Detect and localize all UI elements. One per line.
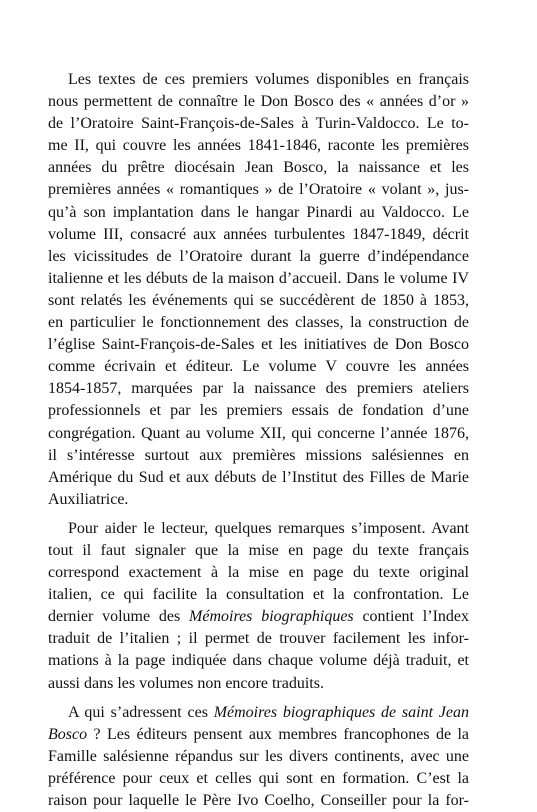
text-line: 1854-1857, marquées par la naissance des premiers ateliers	[48, 380, 469, 398]
paragraph-gap	[48, 695, 469, 702]
text-line: congrégation. Quant au volume XII, qui concerne l’année 1876,	[48, 424, 469, 442]
text-line-with-title	[48, 702, 469, 724]
text-line: qu’à son implantation dans le hangar Pinardi au Valdocco. Le	[48, 203, 469, 221]
text-line: correspond exactement à la mise en page du texte original	[48, 564, 469, 582]
text-line: de l’Oratoire Saint-François-de-Sales à Turin-Valdocco. Le to-	[48, 115, 469, 133]
book-title: Mémoires biographiques	[189, 608, 354, 626]
text-line: les vicissitudes de l’Oratoire durant la guerre d’indépendance	[48, 247, 469, 265]
text-line: Les textes de ces premiers volumes disponibles en français	[68, 71, 469, 88]
text-line: il s’intéresse surtout aux premières missions salésiennes en	[48, 446, 469, 464]
line-lead-text: A qui s’adressent ces	[68, 703, 214, 721]
text-line: italienne et les débuts de la maison d’accueil. Dans le volume IV	[48, 269, 469, 287]
text-line: Famille salésienne répandus sur les divers continents, avec une	[48, 747, 469, 765]
text-line: traduit de l’italien ; il permet de trouver facilement les infor-	[48, 630, 469, 648]
text-line-with-title	[48, 606, 469, 628]
line-lead-text: dernier volume des	[48, 608, 190, 626]
text-line: nous permettent de connaître le Don Bosco des « années d’or »	[48, 93, 469, 111]
book-title-continued: Bosco	[48, 725, 88, 743]
text-line: l’église Saint-François-de-Sales et les initiatives de Don Bosco	[48, 336, 469, 354]
line-tail-text: ? Les éditeurs pensent aux membres francophones de la	[87, 725, 469, 743]
line-tail-text: contient l’Index	[353, 608, 469, 626]
text-line: en particulier le fonctionnement des classes, la construction de	[48, 314, 469, 332]
paragraph-gap	[48, 511, 469, 518]
text-line: Amérique du Sud et aux débuts de l’Institut des Filles de Marie	[48, 468, 469, 486]
text-line: premières années « romantiques » de l’Oratoire « volant », jus-	[48, 181, 469, 199]
document-page	[48, 69, 469, 812]
text-line: volume III, consacré aux années turbulentes 1847-1849, décrit	[48, 225, 469, 243]
text-line: mations à la page indiquée dans chaque volume déjà traduit, et	[48, 652, 469, 670]
paragraph-3	[48, 702, 469, 812]
text-line: Pour aider le lecteur, quelques remarques s’imposent. Avant	[68, 519, 469, 537]
text-line: années du prêtre diocésain Jean Bosco, la naissance et les	[48, 159, 469, 177]
text-line: tout il faut signaler que la mise en page du texte français	[48, 541, 469, 559]
paragraph-2	[48, 518, 469, 695]
text-line: italien, ce qui facilite la consultation et la confrontation. Le	[48, 586, 469, 604]
text-line: aussi dans les volumes non encore traduits.	[48, 674, 324, 692]
text-line: professionnels et par les premiers essais de fondation d’une	[48, 402, 469, 420]
text-line: comme écrivain et éditeur. Le volume V couvre les années	[48, 358, 469, 376]
text-line: Auxiliatrice.	[48, 490, 129, 508]
book-title: Mémoires biographiques de saint Jean	[213, 703, 469, 721]
text-line: me II, qui couvre les années 1841-1846, raconte les premières	[48, 137, 469, 155]
paragraph-1	[48, 69, 469, 511]
text-line: sont relatés les événements qui se succédèrent de 1850 à 1853,	[48, 291, 469, 309]
text-line-with-title	[48, 724, 469, 746]
text-line: préférence pour ceux et celles qui sont en formation. C’est la	[48, 769, 469, 787]
text-line: raison pour laquelle le Père Ivo Coelho, Conseiller pour la for-	[48, 792, 469, 809]
